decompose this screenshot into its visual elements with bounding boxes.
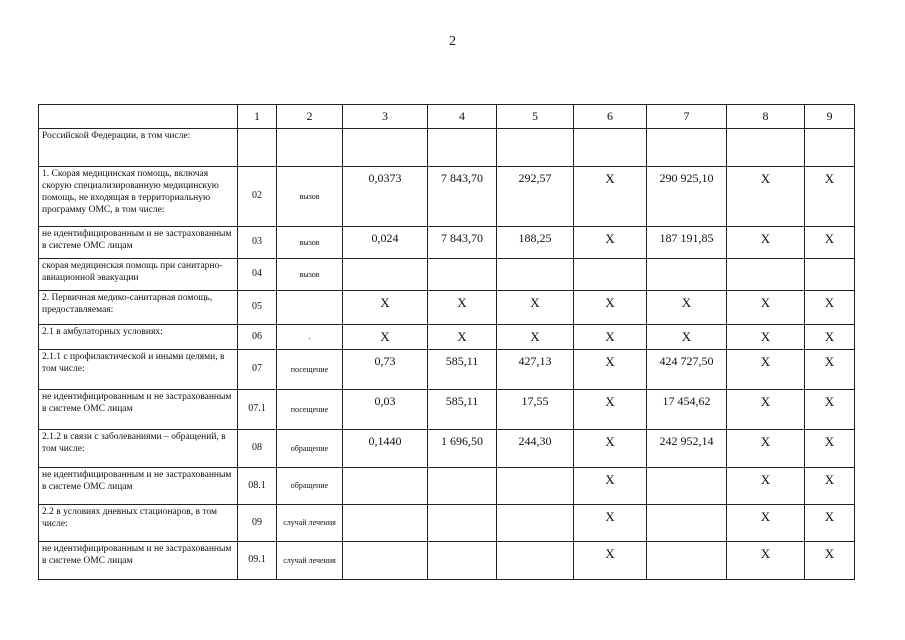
header-cell: 5	[497, 105, 574, 129]
row-code	[238, 129, 277, 167]
cell-col6	[574, 259, 647, 291]
cell-col6	[574, 129, 647, 167]
cell-col5	[497, 468, 574, 505]
cell-col5: 244,30	[497, 430, 574, 468]
cell-col9	[805, 259, 855, 291]
cell-col7	[647, 129, 727, 167]
page-number: 2	[449, 34, 456, 49]
cell-col7: X	[647, 291, 727, 325]
cell-col8: X	[727, 350, 805, 390]
cell-col4: X	[428, 291, 497, 325]
cell-col6: X	[574, 390, 647, 430]
header-cell: 3	[343, 105, 428, 129]
cell-col8: X	[727, 542, 805, 580]
cell-col3	[343, 505, 428, 542]
table-row	[39, 350, 855, 390]
cell-col7: 187 191,85	[647, 227, 727, 259]
cell-col3: 0,024	[343, 227, 428, 259]
row-unit: .	[277, 325, 343, 350]
row-description: не идентифицированным и не застрахованным в системе ОМС лицам	[39, 542, 238, 580]
row-code: 07.1	[238, 390, 277, 430]
cell-col8: X	[727, 227, 805, 259]
cell-col3	[343, 542, 428, 580]
cell-col7: 17 454,62	[647, 390, 727, 430]
header-cell: 9	[805, 105, 855, 129]
header-cell-blank	[39, 105, 238, 129]
table-row	[39, 325, 855, 350]
cell-col9: X	[805, 291, 855, 325]
row-code: 05	[238, 291, 277, 325]
cell-col8: X	[727, 505, 805, 542]
cell-col3: 0,0373	[343, 167, 428, 227]
cell-col5: 188,25	[497, 227, 574, 259]
row-unit	[277, 129, 343, 167]
row-description: 2. Первичная медико-санитарная помощь, предоставляемая:	[39, 291, 238, 325]
cell-col6: X	[574, 542, 647, 580]
row-code: 07	[238, 350, 277, 390]
table-row	[39, 167, 855, 227]
cell-col9: X	[805, 505, 855, 542]
row-code: 09.1	[238, 542, 277, 580]
cell-col5	[497, 259, 574, 291]
cell-col6: X	[574, 505, 647, 542]
cell-col7: X	[647, 325, 727, 350]
cell-col4: 585,11	[428, 390, 497, 430]
cell-col9: X	[805, 167, 855, 227]
row-code: 08.1	[238, 468, 277, 505]
header-cell: 4	[428, 105, 497, 129]
row-description: 2.1.2 в связи с заболеваниями – обращений, в том числе:	[39, 430, 238, 468]
cell-col4: 1 696,50	[428, 430, 497, 468]
cell-col6: X	[574, 350, 647, 390]
cell-col9: X	[805, 542, 855, 580]
cell-col9: X	[805, 227, 855, 259]
table-row	[39, 291, 855, 325]
cell-col7	[647, 468, 727, 505]
cell-col8: X	[727, 325, 805, 350]
header-cell: 1	[238, 105, 277, 129]
cell-col4: 7 843,70	[428, 227, 497, 259]
cell-col8	[727, 259, 805, 291]
cell-col9: X	[805, 350, 855, 390]
row-description: 2.2 в условиях дневных стационаров, в том числе:	[39, 505, 238, 542]
row-code: 02	[238, 167, 277, 227]
row-description: скорая медицинская помощь при санитарно-авиационной эвакуации	[39, 259, 238, 291]
header-cell: 6	[574, 105, 647, 129]
cell-col3: 0,03	[343, 390, 428, 430]
row-description: Российской Федерации, в том числе:	[39, 129, 238, 167]
cell-col5	[497, 129, 574, 167]
cell-col4	[428, 259, 497, 291]
cell-col4: 585,11	[428, 350, 497, 390]
row-description: не идентифицированным и не застрахованным в системе ОМС лицам	[39, 227, 238, 259]
cell-col4	[428, 129, 497, 167]
cell-col5: X	[497, 291, 574, 325]
cell-col4: X	[428, 325, 497, 350]
cell-col6: X	[574, 468, 647, 505]
header-cell: 2	[277, 105, 343, 129]
cell-col4	[428, 468, 497, 505]
cell-col9	[805, 129, 855, 167]
row-code: 09	[238, 505, 277, 542]
cell-col8: X	[727, 167, 805, 227]
cell-col3	[343, 259, 428, 291]
cell-col8: X	[727, 468, 805, 505]
cell-col7: 424 727,50	[647, 350, 727, 390]
row-unit: вызов	[277, 259, 343, 291]
row-unit: случай лечения	[277, 542, 343, 580]
row-unit: случай лечения	[277, 505, 343, 542]
cell-col5: 427,13	[497, 350, 574, 390]
cell-col7: 290 925,10	[647, 167, 727, 227]
row-code: 03	[238, 227, 277, 259]
cell-col5	[497, 542, 574, 580]
table-row	[39, 227, 855, 259]
cell-col8	[727, 129, 805, 167]
cell-col9: X	[805, 325, 855, 350]
row-code: 08	[238, 430, 277, 468]
cell-col5: 17,55	[497, 390, 574, 430]
row-description: не идентифицированным и не застрахованным в системе ОМС лицам	[39, 468, 238, 505]
cell-col5	[497, 505, 574, 542]
header-cell: 8	[727, 105, 805, 129]
cell-col6: X	[574, 430, 647, 468]
cell-col4: 7 843,70	[428, 167, 497, 227]
row-unit: вызов	[277, 227, 343, 259]
cell-col8: X	[727, 430, 805, 468]
cell-col6: X	[574, 325, 647, 350]
cell-col3: X	[343, 291, 428, 325]
cell-col3: 0,73	[343, 350, 428, 390]
cell-col7	[647, 259, 727, 291]
cell-col5: X	[497, 325, 574, 350]
cell-col4	[428, 542, 497, 580]
table-row	[39, 468, 855, 505]
table-row	[39, 390, 855, 430]
cell-col8: X	[727, 390, 805, 430]
table-row	[39, 505, 855, 542]
cell-col5: 292,57	[497, 167, 574, 227]
cell-col8: X	[727, 291, 805, 325]
row-unit: посещение	[277, 350, 343, 390]
row-code: 06	[238, 325, 277, 350]
cell-col6: X	[574, 167, 647, 227]
header-row	[39, 105, 855, 129]
row-unit	[277, 291, 343, 325]
table-row	[39, 430, 855, 468]
cell-col9: X	[805, 390, 855, 430]
cell-col9: X	[805, 468, 855, 505]
cell-col7	[647, 542, 727, 580]
row-unit: вызов	[277, 167, 343, 227]
cell-col3	[343, 129, 428, 167]
row-unit: обращение	[277, 468, 343, 505]
row-description: 1. Скорая медицинская помощь, включая скорую специализированную медицинскую помощь, не входящая в территориальную программу ОМС, в том числе:	[39, 167, 238, 227]
table-row	[39, 129, 855, 167]
cell-col3	[343, 468, 428, 505]
cell-col7	[647, 505, 727, 542]
table-row	[39, 259, 855, 291]
row-unit: посещение	[277, 390, 343, 430]
row-unit: обращение	[277, 430, 343, 468]
row-code: 04	[238, 259, 277, 291]
cell-col4	[428, 505, 497, 542]
table-row	[39, 542, 855, 580]
row-description: 2.1.1 с профилактической и иными целями, в том числе:	[39, 350, 238, 390]
cell-col3: X	[343, 325, 428, 350]
cell-col9: X	[805, 430, 855, 468]
cell-col6: X	[574, 227, 647, 259]
header-cell: 7	[647, 105, 727, 129]
cell-col3: 0,1440	[343, 430, 428, 468]
cell-col7: 242 952,14	[647, 430, 727, 468]
row-description: 2.1 в амбулаторных условиях:	[39, 325, 238, 350]
data-table	[38, 104, 855, 580]
cell-col6: X	[574, 291, 647, 325]
row-description: не идентифицированным и не застрахованным в системе ОМС лицам	[39, 390, 238, 430]
